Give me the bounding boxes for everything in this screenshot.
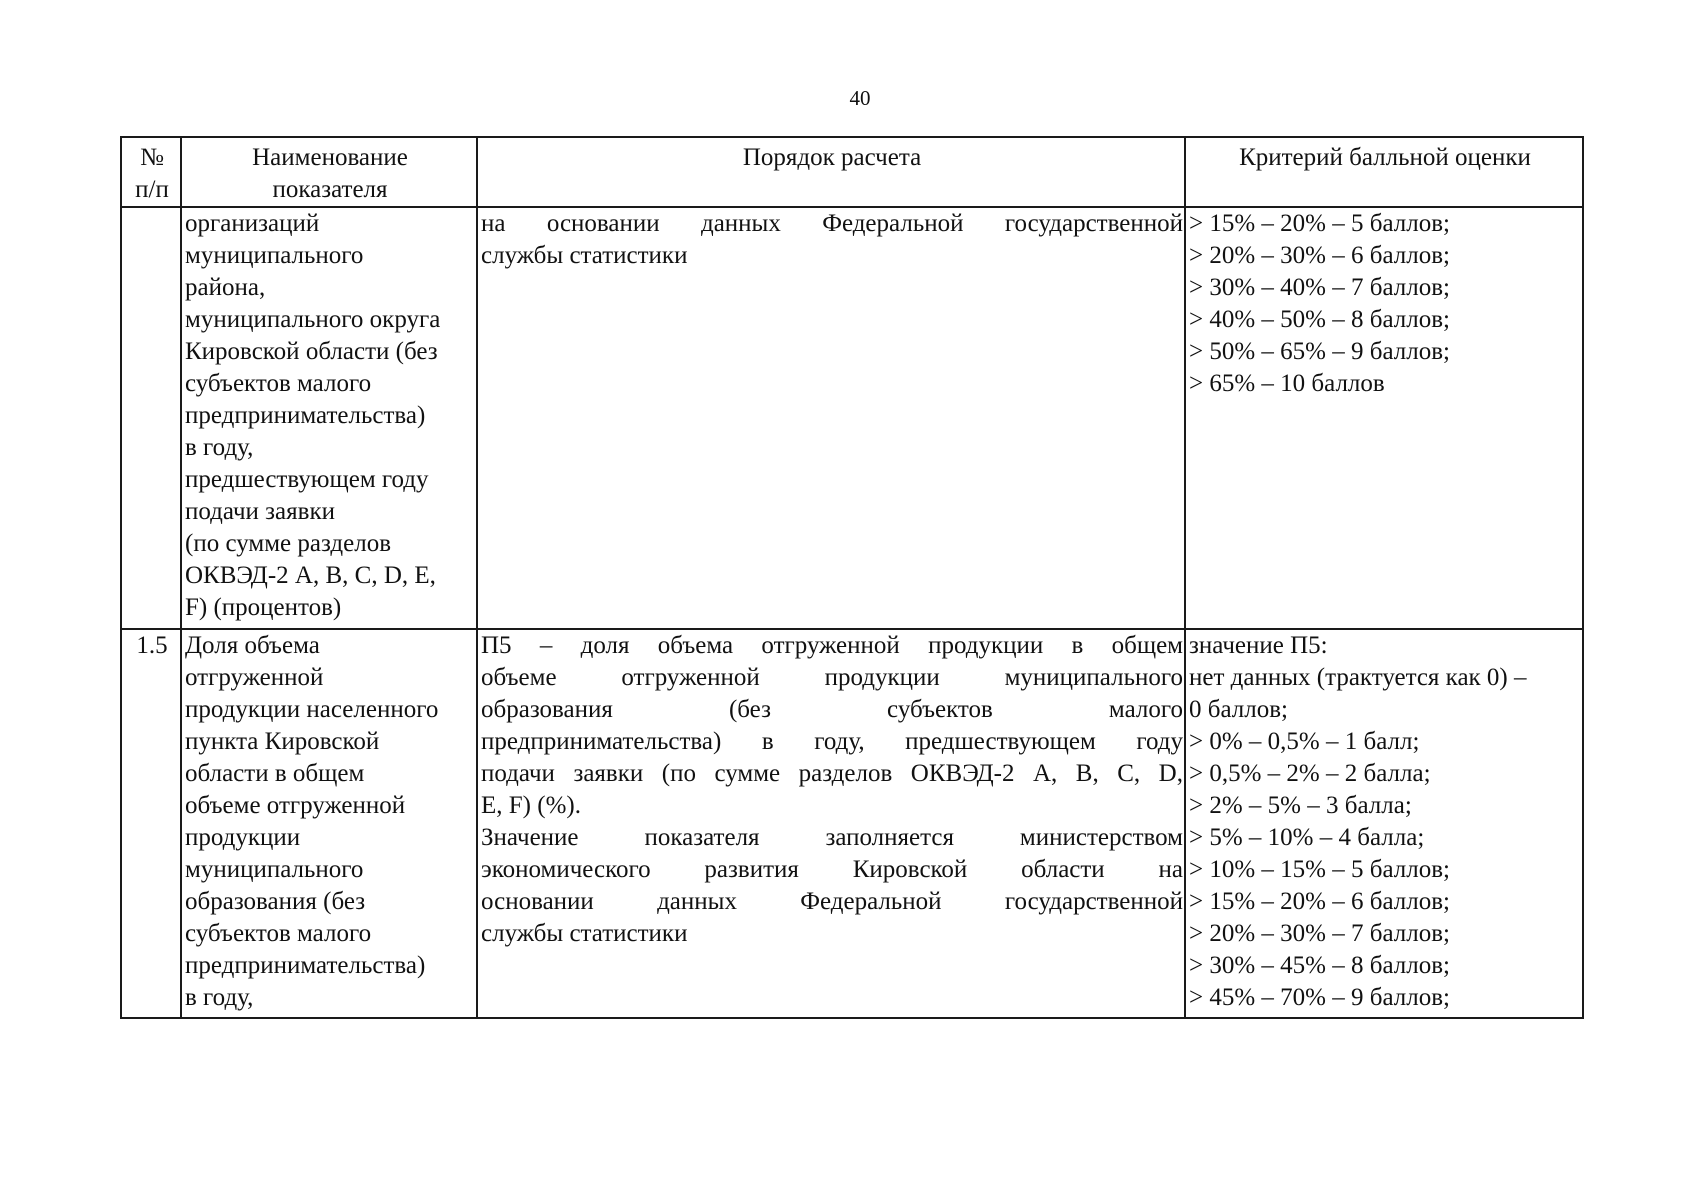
criteria-line: > 50% – 65% – 9 баллов; — [1189, 338, 1450, 365]
header-calc: Порядок расчета — [477, 137, 1185, 207]
criteria-line: > 0% – 0,5% – 1 балл; — [1189, 728, 1420, 755]
criteria-line: > 40% – 50% – 8 баллов; — [1189, 306, 1450, 333]
indicator-name-line: объеме отгруженной — [185, 792, 406, 819]
indicator-name-line: (по сумме разделов — [185, 530, 391, 557]
page-number: 40 — [849, 86, 871, 110]
header-name-line: Наименование — [252, 144, 408, 171]
calculation-line: службы статистики — [481, 242, 688, 269]
indicator-name — [181, 207, 477, 629]
indicator-name-line: организаций — [185, 210, 320, 237]
table-row — [121, 207, 1583, 629]
row-number — [121, 207, 181, 629]
indicator-name-line: муниципального — [185, 242, 364, 269]
header-row — [121, 137, 1583, 207]
criteria-line: > 20% – 30% – 6 баллов; — [1189, 242, 1450, 269]
indicator-name-line: продукции — [185, 824, 301, 851]
header-criteria: Критерий балльной оценки — [1185, 137, 1583, 207]
indicator-name — [181, 629, 477, 1018]
calculation-line: E, F) (%). — [481, 792, 581, 819]
table-row — [121, 629, 1583, 1018]
scoring-criteria — [1185, 629, 1583, 1018]
row-number: 1.5 — [121, 629, 181, 1018]
indicator-name-line: субъектов малого — [185, 370, 372, 397]
indicator-name-line: в году, — [185, 984, 254, 1011]
calculation-line: на основании данных Федеральной государственной — [481, 210, 1183, 237]
indicator-name-line: образования (без — [185, 888, 366, 915]
criteria-line: нет данных (трактуется как 0) – — [1189, 664, 1527, 691]
table-body — [121, 207, 1583, 1018]
calculation-method — [477, 629, 1185, 1018]
indicator-name-line: продукции населенного — [185, 696, 439, 723]
indicator-name-line: отгруженной — [185, 664, 324, 691]
indicator-name-line: района, — [185, 274, 266, 301]
indicator-name-line: предшествующем году — [185, 466, 429, 493]
indicator-name-line: области в общем — [185, 760, 365, 787]
header-num-line: № — [140, 144, 164, 171]
criteria-line: > 0,5% – 2% – 2 балла; — [1189, 760, 1431, 787]
indicator-name-line: F) (процентов) — [185, 594, 342, 621]
calculation-line: П5 – доля объема отгруженной продукции в общем — [481, 632, 1183, 659]
criteria-line: 0 баллов; — [1189, 696, 1288, 723]
header-name — [181, 137, 477, 207]
calculation-line: предпринимательства) в году, предшествующем году — [481, 728, 1183, 755]
criteria-line: > 30% – 45% – 8 баллов; — [1189, 952, 1450, 979]
indicator-name-line: Доля объема — [185, 632, 320, 659]
criteria-line: > 15% – 20% – 5 баллов; — [1189, 210, 1450, 237]
criteria-line: > 20% – 30% – 7 баллов; — [1189, 920, 1450, 947]
calculation-method — [477, 207, 1185, 629]
criteria-line: > 65% – 10 баллов — [1189, 370, 1385, 397]
criteria-line: > 45% – 70% – 9 баллов; — [1189, 984, 1450, 1011]
calculation-line: Значение показателя заполняется министерством — [481, 824, 1183, 851]
criteria-table — [120, 136, 1584, 1019]
criteria-line: > 10% – 15% – 5 баллов; — [1189, 856, 1450, 883]
calculation-line: образования (без субъектов малого — [481, 696, 1183, 723]
indicator-name-line: предпринимательства) — [185, 952, 426, 979]
criteria-line: > 15% – 20% – 6 баллов; — [1189, 888, 1450, 915]
scoring-criteria — [1185, 207, 1583, 629]
indicator-name-line: в году, — [185, 434, 254, 461]
criteria-line: > 2% – 5% – 3 балла; — [1189, 792, 1412, 819]
header-name-line: показателя — [272, 176, 388, 203]
calculation-line: экономического развития Кировской области на — [481, 856, 1183, 883]
calculation-line: объеме отгруженной продукции муниципального — [481, 664, 1183, 691]
indicator-name-line: муниципального — [185, 856, 364, 883]
indicator-name-line: субъектов малого — [185, 920, 372, 947]
indicator-name-line: подачи заявки — [185, 498, 335, 525]
calculation-line: службы статистики — [481, 920, 688, 947]
table-header — [121, 137, 1583, 207]
calculation-line: подачи заявки (по сумме разделов ОКВЭД-2 A, B, C, D, — [481, 760, 1183, 787]
indicator-name-line: муниципального округа — [185, 306, 441, 333]
indicator-name-line: ОКВЭД-2 A, B, C, D, E, — [185, 562, 436, 589]
criteria-line: > 30% – 40% – 7 баллов; — [1189, 274, 1450, 301]
indicator-name-line: предпринимательства) — [185, 402, 426, 429]
header-num — [121, 137, 181, 207]
criteria-line: > 5% – 10% – 4 балла; — [1189, 824, 1425, 851]
criteria-line: значение П5: — [1189, 632, 1328, 659]
indicator-name-line: пункта Кировской — [185, 728, 380, 755]
indicator-name-line: Кировской области (без — [185, 338, 438, 365]
header-num-line: п/п — [135, 176, 169, 203]
calculation-line: основании данных Федеральной государственной — [481, 888, 1183, 915]
